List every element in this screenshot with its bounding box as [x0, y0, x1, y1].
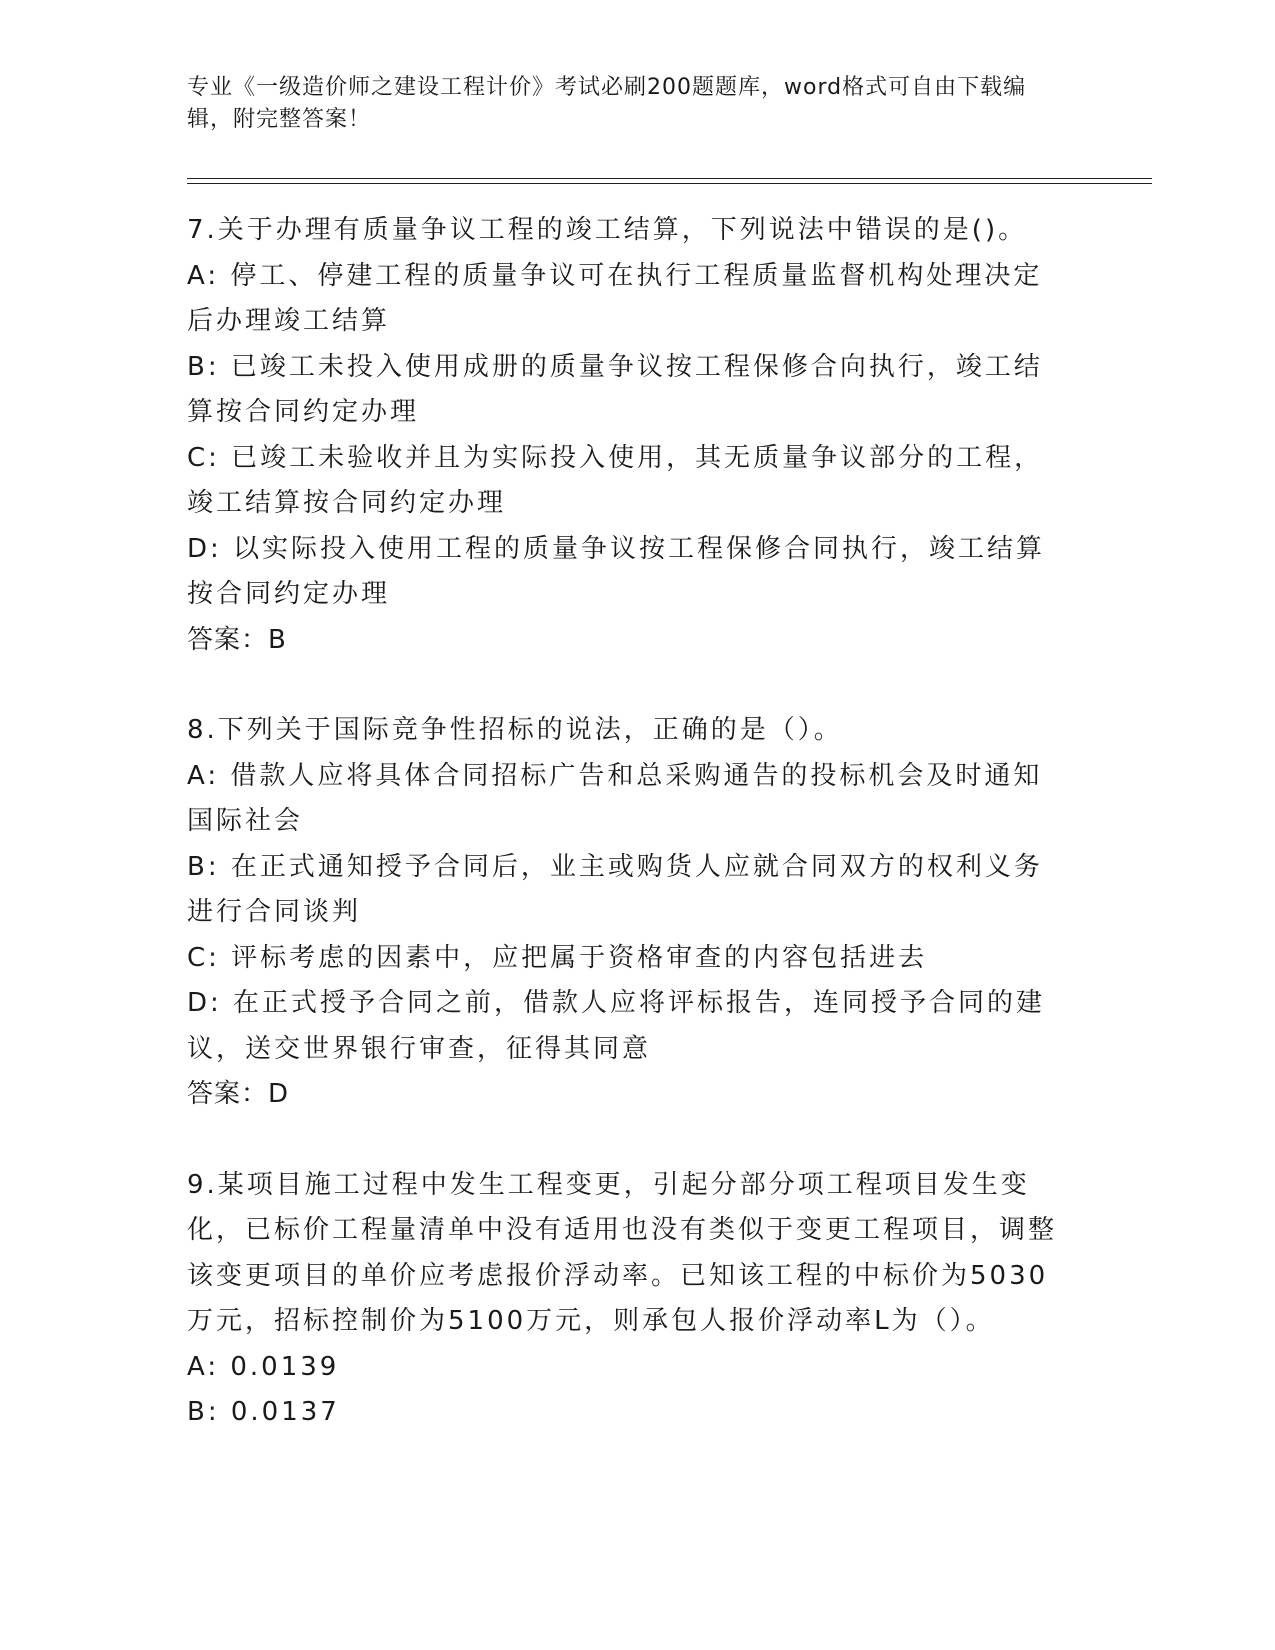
header-double-rule	[187, 178, 1152, 184]
question-list	[187, 208, 1067, 1481]
option-d: D: 在正式授予合同之前，借款人应将评标报告，连同授予合同的建议，送交世界银行审查，征得其同意	[187, 988, 1046, 1064]
option-b: B: 已竣工未投入使用成册的质量争议按工程保修合向执行，竣工结算按合同约定办理	[187, 351, 1043, 427]
option-b: B: 在正式通知授予合同后，业主或购货人应就合同双方的权利义务进行合同谈判	[187, 851, 1043, 927]
option-d: D: 以实际投入使用工程的质量争议按工程保修合同执行，竣工结算按合同约定办理	[187, 533, 1046, 609]
question-stem: 8.下列关于国际竞争性招标的说法，正确的是（）。	[187, 715, 843, 745]
option-a: A: 停工、停建工程的质量争议可在执行工程质量监督机构处理决定后办理竣工结算	[187, 260, 1043, 336]
answer-line: 答案：B	[187, 624, 287, 655]
question-stem: 7.关于办理有质量争议工程的竣工结算，下列说法中错误的是()。	[187, 215, 1028, 245]
question-9	[187, 1163, 1067, 1436]
header-text: 专业《一级造价师之建设工程计价》考试必刷200题题库，word格式可自由下载编辑，附完整答案！	[187, 75, 1027, 132]
document-header	[187, 72, 1067, 136]
option-a: A: 0.0139	[187, 1351, 340, 1382]
question-7	[187, 208, 1067, 663]
question-stem: 9.某项目施工过程中发生工程变更，引起分部分项工程项目发生变化，已标价工程量清单中没有适用也没有类似于变更工程项目，调整该变更项目的单价应考虑报价浮动率。已知该工程的中标价为5030万元，招标控制价为5100万元，则承包人报价浮动率L为（）。	[187, 1169, 1058, 1336]
option-c: C: 评标考虑的因素中，应把属于资格审查的内容包括进去	[187, 942, 928, 973]
question-8	[187, 708, 1067, 1118]
option-c: C: 已竣工未验收并且为实际投入使用，其无质量争议部分的工程，竣工结算按合同约定办理	[187, 442, 1044, 518]
option-a: A: 借款人应将具体合同招标广告和总采购通告的投标机会及时通知国际社会	[187, 760, 1043, 836]
option-b: B: 0.0137	[187, 1397, 340, 1427]
answer-line: 答案：D	[187, 1079, 290, 1109]
